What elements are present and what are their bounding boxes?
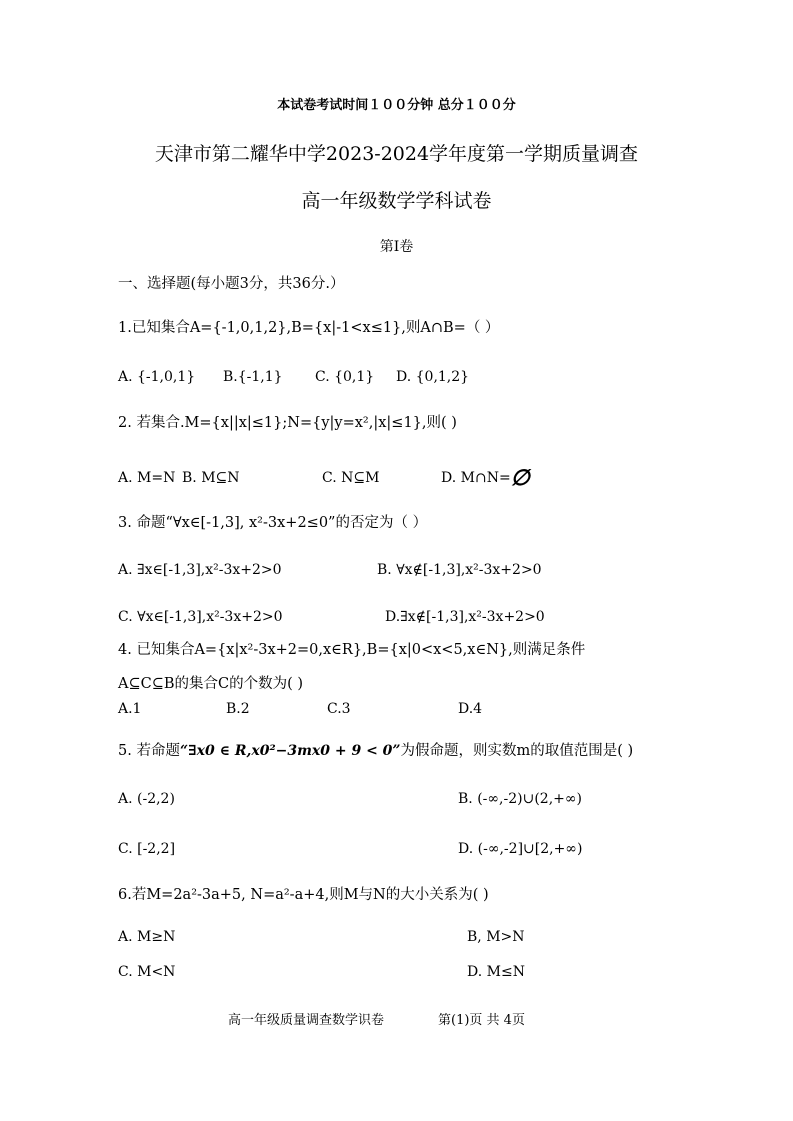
footer-left: 高一年级质量调查数学识卷 [228, 1013, 385, 1028]
question-5-stem-prefix: 5. 若命题 [118, 743, 180, 759]
question-6-option-b: B, M>N [467, 929, 525, 945]
section-heading: 一、选择题(每小题3分，共36分.） [118, 276, 345, 292]
exam-title: 天津市第二耀华中学2023-2024学年度第一学期质量调查 [154, 143, 639, 165]
question-3-option-b: B. ∀x∉[-1,3],x²-3x+2>0 [377, 562, 542, 578]
question-5-option-b: B. (-∞,-2)∪(2,+∞) [458, 791, 582, 807]
question-2-option-d [441, 465, 530, 491]
exam-time-note: 本试卷考试时间１００分钟 总分１００分 [277, 98, 516, 113]
question-2-option-d-label: D. M∩N= [441, 470, 511, 486]
empty-set-symbol: ∅ [510, 465, 530, 491]
question-1-stem: 1.已知集合A={-1,0,1,2},B={x|-1<x≤1},则A∩B=（ ） [118, 320, 500, 336]
question-5-stem-suffix: 为假命题，则实数m的取值范围是( ) [400, 743, 634, 759]
question-1-option-b: B.{-1,1} [223, 369, 283, 385]
question-4-option-d: D.4 [458, 701, 483, 717]
question-2-option-c: C. N⊆M [322, 470, 380, 486]
question-6-option-c: C. M<N [118, 964, 176, 980]
question-4-stem-line2: A⊆C⊆B的集合C的个数为( ) [118, 676, 304, 692]
question-4-stem: 4. 已知集合A={x|x²-3x+2=0,x∈R},B={x|0<x<5,x∈N},则满足条件 [118, 642, 586, 658]
question-3-option-a: A. ∃x∈[-1,3],x²-3x+2>0 [118, 562, 282, 578]
question-2-option-b: B. M⊆N [182, 470, 240, 486]
page-number: 第(1)页 共 4页 [438, 1013, 525, 1028]
question-5-option-d: D. (-∞,-2]∪[2,+∞) [458, 841, 583, 857]
question-1-option-a: A. {-1,0,1} [118, 369, 196, 385]
question-1-option-c: C. {0,1} [315, 369, 375, 385]
question-2-option-a: A. M=N [118, 470, 176, 486]
question-4-option-c: C.3 [327, 701, 351, 717]
question-2-stem: 2. 若集合.M={x||x|≤1};N={y|y=x²,|x|≤1},则( ) [118, 415, 457, 431]
question-6-stem: 6.若M=2a²-3a+5, N=a²-a+4,则M与N的大小关系为( ) [118, 887, 489, 903]
question-1-option-d: D. {0,1,2} [396, 369, 470, 385]
question-3-stem: 3. 命题“∀x∈[-1,3], x²-3x+2≤0”的否定为（ ） [118, 515, 428, 531]
volume-label: 第Ⅰ卷 [379, 239, 414, 255]
question-4-option-a: A.1 [118, 701, 142, 717]
question-5-stem [118, 742, 633, 760]
question-3-option-d: D.∃x∉[-1,3],x²-3x+2>0 [385, 609, 545, 625]
question-3-option-c: C. ∀x∈[-1,3],x²-3x+2>0 [118, 609, 283, 625]
question-5-option-c: C. [-2,2] [118, 841, 176, 857]
question-6-option-a: A. M≥N [118, 929, 176, 945]
question-4-option-b: B.2 [226, 701, 250, 717]
question-5-formula: “∃x0 ∈ R,x0²−3mx0 + 9 < 0” [179, 743, 401, 759]
question-5-option-a: A. (-2,2) [118, 791, 175, 807]
question-6-option-d: D. M≤N [467, 964, 525, 980]
exam-subtitle: 高一年级数学学科试卷 [301, 190, 492, 212]
